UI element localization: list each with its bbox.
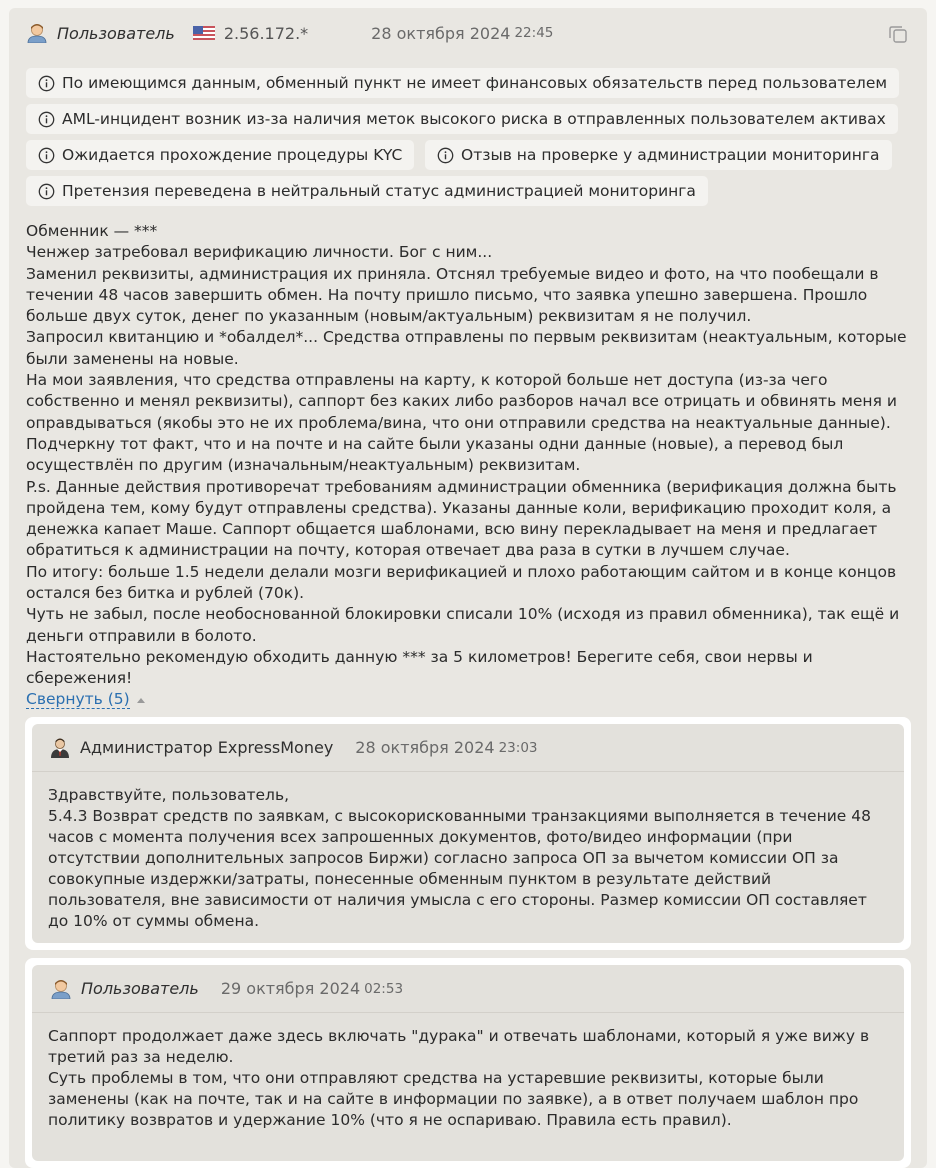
reply-header xyxy=(32,965,904,1013)
us-flag-icon xyxy=(193,26,215,40)
review-username[interactable]: Пользователь xyxy=(57,23,175,43)
reply-username[interactable]: Пользователь xyxy=(81,979,199,998)
status-tag xyxy=(26,140,414,170)
info-icon xyxy=(38,183,55,200)
reply-time: 23:03 xyxy=(498,739,538,756)
review-line: Ченжер затребовал верификацию личности. Бог с ним... xyxy=(26,243,493,262)
review-line: P.s. Данные действия противоречат требованиям администрации обменника (верификация должна быть пройдена тем, кому будут отправлены средства). Указаны данные коли, верификацию проходит коля, а денежка капает Маше. Саппорт общается шаблонами, всю вину перекладывает на меня и предлагает обратиться к администрации на почту, которая отвечает два раза в сутки в лучшем случае. xyxy=(26,477,897,560)
triangle-up-icon xyxy=(136,696,146,704)
status-tag xyxy=(26,104,898,134)
reply-user xyxy=(25,958,911,1168)
reply-username[interactable]: Администратор ExpressMoney xyxy=(80,738,334,757)
review-line: Обменник — *** xyxy=(26,222,158,240)
reply-text xyxy=(32,1013,904,1131)
reply-time: 02:53 xyxy=(364,980,404,997)
info-icon xyxy=(437,147,454,164)
info-icon xyxy=(38,147,55,164)
review-header xyxy=(9,8,927,58)
review-line: Заменил реквизиты, администрация их приняла. Отснял требуемые видео и фото, на что пообещали в течении 48 часов завершить обмен. На почту пришло письмо, что заявка упешно завершена. Прошло больше двух суток, денег по указанным (новым/актуальным) реквизитам я не получил. xyxy=(26,264,879,326)
status-tag-label: По имеющимся данным, обменный пункт не имеет финансовых обязательств перед пользователем xyxy=(62,74,888,92)
reply-text xyxy=(32,772,904,932)
status-tag xyxy=(26,68,899,98)
review-line: Чуть не забыл, после необоснованной блокировки списали 10% (исходя из правил обменника), так ещё и деньги отправили в болото. xyxy=(26,605,900,645)
reply-date: 28 октября 2024 xyxy=(355,738,495,757)
reply-line: Саппорт продолжает даже здесь включать "дурака" и отвечать шаблонами, который я уже вижу в третий раз за неделю. xyxy=(48,1027,870,1066)
info-icon xyxy=(38,111,55,128)
reply-line: 5.4.3 Возврат средств по заявкам, с высокорискованными транзакциями выполняется в течение 48 часов с момента получения всех запрошенных документов, фото/видео информации (при отсутствии дополнительных запросов Биржи) согласно запроса ОП за вычетом комиссии ОП за совокупные издержки/затраты, понесенные обменным пунктом в результате действий пользователя, вне зависимости от наличия умысла с его стороны. Размер комиссии ОП составляет до 10% от суммы обмена. xyxy=(48,807,871,930)
status-tag-label: Претензия переведена в нейтральный статус администрацией мониторинга xyxy=(62,182,696,200)
reply-date: 29 октября 2024 xyxy=(220,979,361,998)
admin-avatar-icon xyxy=(50,738,70,758)
status-tag xyxy=(26,176,708,206)
reply-header xyxy=(32,724,904,772)
status-tag-label: AML-инцидент возник из-за наличия меток высокого риска в отправленных пользователем активах xyxy=(62,110,886,128)
reply-card xyxy=(32,965,904,1161)
review-text xyxy=(26,221,916,690)
status-tag xyxy=(425,140,892,170)
reply-line: Суть проблемы в том, что они отправляют средства на устаревшие реквизиты, которые были заменены (как на почте, так и на сайте в информации по заявке), а в ответ получаем шаблон про политику возвратов и удержание 10% (что я не оспариваю. Правила есть правил). xyxy=(48,1069,859,1129)
status-tag-label: Ожидается прохождение процедуры KYC xyxy=(62,146,403,164)
status-tag-label: Отзыв на проверке у администрации мониторинга xyxy=(461,146,880,164)
reply-line: Здравствуйте, пользователь, xyxy=(48,786,290,804)
collapse-label[interactable]: Свернуть (5) xyxy=(26,690,130,708)
copy-icon[interactable] xyxy=(887,23,909,45)
review-card xyxy=(9,8,927,1168)
collapse-replies-link[interactable] xyxy=(26,690,146,709)
review-line: По итогу: больше 1.5 недели делали мозги верификацией и плохо работающим сайтом и в конце концов остался без битка и рублей (70к). xyxy=(26,562,897,603)
review-line: Настоятельно рекомендую обходить данную *** за 5 километров! Берегите себя, свои нервы и сбережения! xyxy=(26,647,813,688)
review-ip: 2.56.172.* xyxy=(223,23,309,43)
user-avatar-icon xyxy=(50,979,72,999)
user-avatar-icon xyxy=(26,23,48,43)
review-line: Запросил квитанцию и *обалдел*... Средства отправлены по первым реквизитам (неактуальным, которые были заменены на новые. xyxy=(26,328,907,368)
reply-card xyxy=(32,724,904,943)
review-time: 22:45 xyxy=(514,25,554,41)
info-icon xyxy=(38,75,55,92)
review-date: 28 октября 2024 xyxy=(371,23,511,43)
review-line: На мои заявления, что средства отправлены на карту, к которой больше нет доступа (из-за чего собственно и менял реквизиты), саппорт без каких либо разборов начал все отрицать и обвинять меня и оправдываться (якобы это не их проблема/вина, что они отправили средства на неактуальные данные). Подчеркну тот факт, что и на почте и на сайте были указаны одни данные (новые), а перевод был осуществлён по другим (изначальным/неактуальным) реквизитам. xyxy=(26,371,897,475)
reply-admin xyxy=(25,717,911,950)
